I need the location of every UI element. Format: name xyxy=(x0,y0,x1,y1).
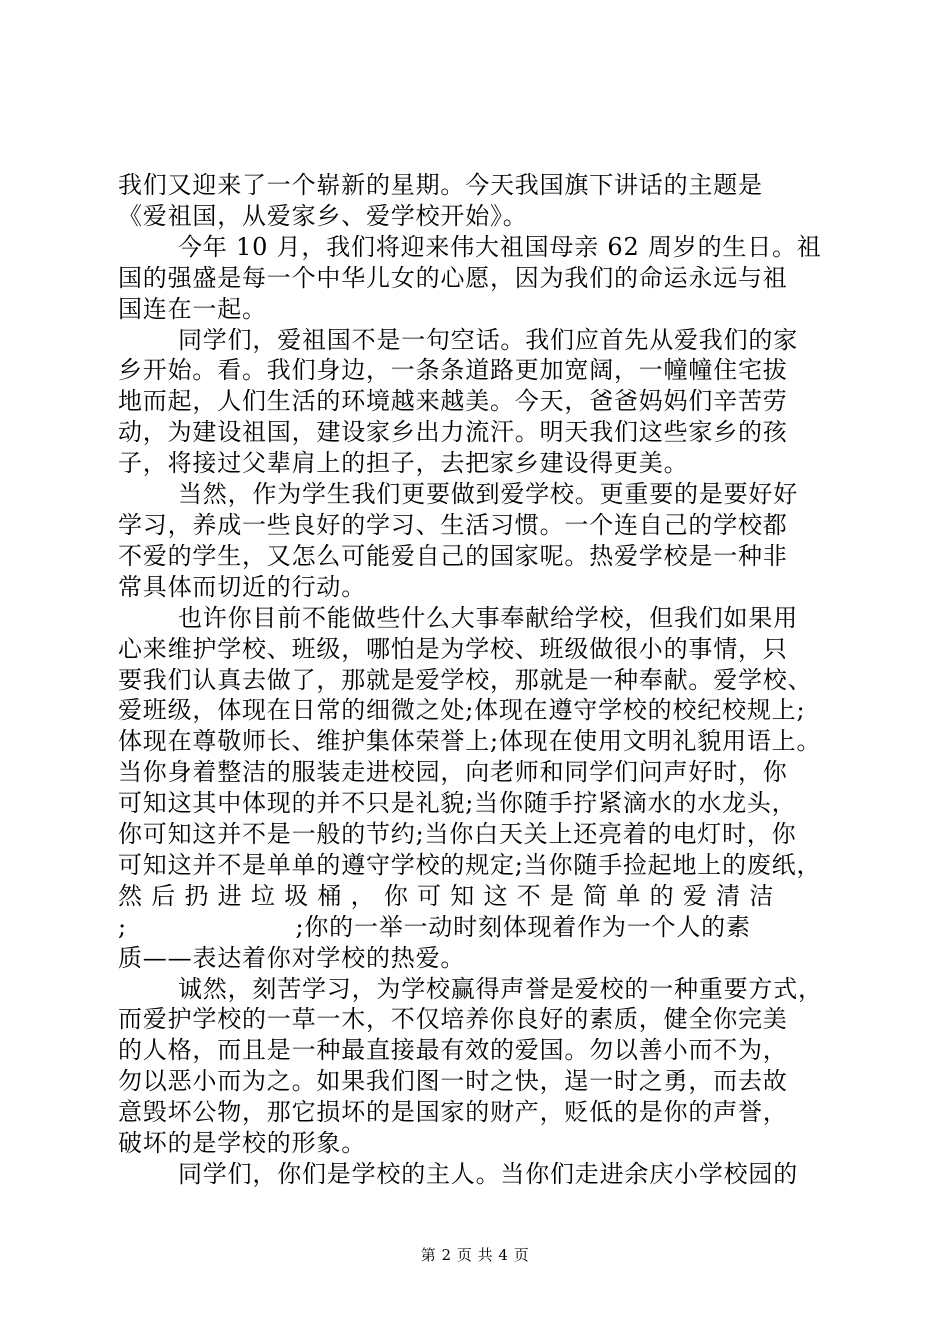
text-line: 而爱护学校的一草一木，不仅培养你良好的素质，健全你完美 xyxy=(118,1005,788,1034)
text-line: 学习，养成一些良好的学习、生活习惯。一个连自己的学校都 xyxy=(118,510,788,539)
text-line: 破坏的是学校的形象。 xyxy=(118,1129,366,1158)
document-body xyxy=(118,170,838,1190)
text-line: 国连在一起。 xyxy=(118,294,267,323)
paragraph-start-line: 今年 10 月，我们将迎来伟大祖国母亲 62 周岁的生日。祖 xyxy=(178,232,822,261)
page-footer xyxy=(0,1246,950,1264)
text-line: ; ;你的一举一动时刻体现着作为一个人的素 xyxy=(118,912,751,941)
text-line: 然 后 扔 进 垃 圾 桶 ， 你 可 知 这 不 是 简 单 的 爱 清 洁 xyxy=(118,881,775,910)
text-line: 当你身着整洁的服装走进校园，向老师和同学们问声好时，你 xyxy=(118,758,788,787)
paragraph-start-line: 诚然，刻苦学习，为学校赢得声誉是爱校的一种重要方式， xyxy=(178,974,823,1003)
text-line: 意毁坏公物，那它损坏的是国家的财产，贬低的是你的声誉， xyxy=(118,1098,788,1127)
text-line: 可知这其中体现的并不只是礼貌;当你随手拧紧滴水的水龙头， xyxy=(118,789,797,818)
text-line: 乡开始。看。我们身边，一条条道路更加宽阔，一幢幢住宅拔 xyxy=(118,356,788,385)
text-line: 子，将接过父辈肩上的担子，去把家乡建设得更美。 xyxy=(118,449,689,478)
text-line: 你可知这并不是一般的节约;当你白天关上还亮着的电灯时，你 xyxy=(118,820,797,849)
text-line: 质——表达着你对学校的热爱。 xyxy=(118,943,466,972)
text-line: 体现在尊敬师长、维护集体荣誉上;体现在使用文明礼貌用语上。 xyxy=(118,727,822,756)
text-line: 国的强盛是每一个中华儿女的心愿，因为我们的命运永远与祖 xyxy=(118,263,788,292)
paragraph-start-line: 同学们，爱祖国不是一句空话。我们应首先从爱我们的家 xyxy=(178,325,798,354)
text-line: 勿以恶小而为之。如果我们图一时之快，逞一时之勇，而去故 xyxy=(118,1067,788,1096)
text-line: 要我们认真去做了，那就是爱学校，那就是一种奉献。爱学校、 xyxy=(118,665,813,694)
text-line: 常具体而切近的行动。 xyxy=(118,572,366,601)
text-line: 爱班级，体现在日常的细微之处;体现在遵守学校的校纪校规上; xyxy=(118,696,806,725)
text-line: 我们又迎来了一个崭新的星期。今天我国旗下讲话的主题是 xyxy=(118,171,763,199)
text-line: 动，为建设祖国，建设家乡出力流汗。明天我们这些家乡的孩 xyxy=(118,418,788,447)
paragraph-start-line: 当然，作为学生我们更要做到爱学校。更重要的是要好好 xyxy=(178,480,798,509)
text-line: 地而起，人们生活的环境越来越美。今天，爸爸妈妈们辛苦劳 xyxy=(118,387,788,416)
paragraph-start-line: 同学们，你们是学校的主人。当你们走进余庆小学校园的 xyxy=(178,1160,798,1188)
paragraph-start-line: 也许你目前不能做些什么大事奉献给学校，但我们如果用 xyxy=(178,603,798,632)
page-number-label: 第 2 页 共 4 页 xyxy=(420,1246,530,1264)
text-line: 《爱祖国，从爱家乡、爱学校开始》。 xyxy=(118,201,528,230)
text-line: 心来维护学校、班级，哪怕是为学校、班级做很小的事情，只 xyxy=(118,634,788,663)
text-line: 的人格，而且是一种最直接最有效的爱国。勿以善小而不为， xyxy=(118,1036,788,1065)
text-line: 不爱的学生，又怎么可能爱自己的国家呢。热爱学校是一种非 xyxy=(118,541,788,570)
text-line: 可知这并不是单单的遵守学校的规定;当你随手捡起地上的废纸， xyxy=(118,850,822,879)
